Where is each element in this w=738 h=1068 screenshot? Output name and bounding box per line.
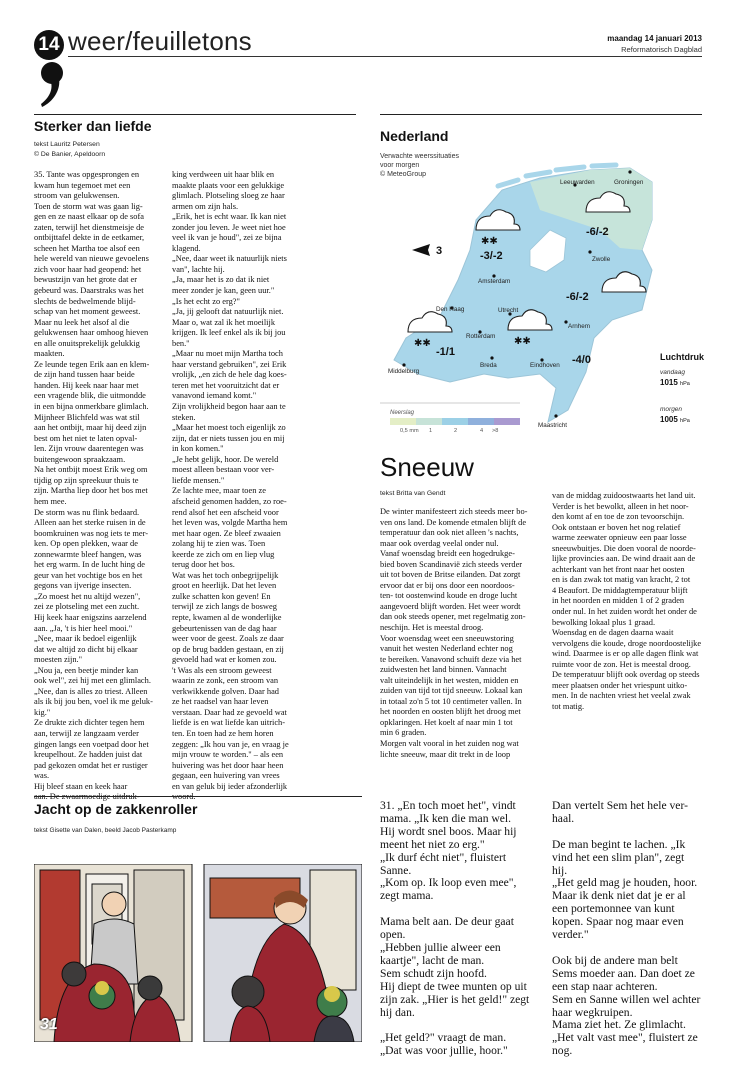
temperature-label: -1/1: [436, 346, 455, 358]
svg-text:✱✱: ✱✱: [481, 236, 498, 247]
legend-swatch: [468, 418, 494, 425]
legend-tick: >8: [492, 428, 499, 434]
city-label: Middelburg: [388, 368, 420, 375]
pressure-tomorrow-label: morgen: [660, 406, 683, 413]
feuilleton1-credit: tekst Lauritz Petersen: [34, 141, 100, 148]
svg-text:✱✱: ✱✱: [514, 336, 531, 347]
bottom-section-rule: [34, 796, 362, 797]
header-rule: [68, 56, 702, 57]
feuilleton2-column-1: 31. „En toch moet het", vindt mama. „Ik ken die man wel. Hij wordt snel boos. Maar hij meent het niet zo erg." „Ik durf écht niet", fluistert Sanne. „Kom op. Ik loop even mee", zegt mama. Mama belt aan. De deur gaat open. „Hebben jullie alweer een kaartje", lacht de man. Sem schudt zijn hoofd. Hij diept de twee munten op uit zijn zak. „Hier is het geld!" zegt hij dan. „Het geld?" vraagt de man. „Dat was voor jullie, hoor.": [380, 799, 530, 1058]
feuilleton2-column-2: Dan vertelt Sem het hele ver- haal. De man begint te lachen. „Ik vind het een slim plan", zegt hij. „Het geld mag je houden, hoor. Maar ik denk niet dat je er al een portemonnee van kunt kopen. Spaar nog maar even verder." Ook bij de andere man belt Sems moeder aan. Dan doet ze een stap naar achteren. Sem en Sanne willen wel achter haar wegkruipen. Mama ziet het. Ze glimlacht. „Het valt vast mee", fluistert ze nog.: [552, 799, 701, 1058]
legend-tick: 1: [429, 428, 433, 434]
pressure-title: Luchtdruk: [660, 352, 704, 362]
feuilleton1-copyright: © De Banier, Apeldoorn: [34, 151, 106, 158]
legend-tick: 2: [454, 428, 458, 434]
page-number-badge: 14: [34, 30, 64, 60]
feuilleton1-top-rule: [34, 114, 356, 115]
pressure-tomorrow-number: 1005: [660, 415, 678, 424]
sneeuw-column-2: van de middag zuidoostwaarts het land uit. Verder is het bewolkt, alleen in het noor- den komt af en toe de zon tevoorschijn. Ook ontstaan er boven het nog relatief warme zeewater opnieuw een paar losse sneeuwbuitjes. Die doen vooral de noorde- lijke provincies aan. De wind draait aan de achterkant van het front naar het oosten en is dan zwak tot matig van kracht, 2 tot 4 Beaufort. De middagtemperatuur blijft in het noorden en midden 1 of 2 graden onder nul. In het zuiden wordt het onder de bewolking lokaal plus 1 graad. Woensdag en de dagen daarna waait vervolgens die koude, droge noordoostelijke wind. Daarmee is er op alle dagen flink wat ruimte voor de zon. Het is meestal droog. De temperatuur blijft ook overdag op steeds meer plaatsen onder het vriespunt uitko- men. In de nachten vriest het veelal zwak tot matig.: [552, 491, 702, 711]
comma-logo: [37, 60, 67, 108]
city-label: Den Haag: [436, 306, 465, 313]
feuilleton1-column-2: king verdween uit haar blik en maakte plaats voor een gelukkige glimlach. Plotseling sloeg ze haar armen om zijn hals. „Erik, het is echt waar. Ik kan niet zonder jou leven. Je weet niet hoe veel ik van je houd", zei ze bijna klagend. „Nee, daar weet ik natuurlijk niets van", lachte hij. „Ja, maar het is zo dat ik niet meer zonder je kan, geen uur." „Is het echt zo erg?" „Ja, jij gelooft dat natuurlijk niet. Maar o, wat zal ik het moeilijk krijgen. Ik leef enkel als ik bij jou ben." „Maar nu moet mijn Martha toch haar verstand gebruiken", zei Erik vrolijk, „en zich de hele dag koes- teren met het vooruitzicht dat er vanavond iemand komt." Zijn vrolijkheid begon haar aan te steken. „Maar het moest toch eigenlijk zo zijn, dat er niets tussen jou en mij in kon komen." „Je hebt gelijk, hoor. De wereld moest alleen bestaan voor ver- liefde mensen." Ze lachte mee, maar toen ze afscheid genomen hadden, zo roe- rend alsof het een afscheid voor het leven was, volgde Martha hem met haar ogen. Ze bleef zwaaien zolang hij te zien was. Toen keerde ze zich om en liep vlug terug door het bos. Wat was het toch onbegrijpelijk groot en heerlijk. Dat het leven zulke schatten kon geven! En terwijl ze zich langs de bosweg repte, kwamen al de wonderlijke gebeurtenissen van de dag haar weer voor de geest. Zoals ze daar op de brug badden gestaan, en zij gevoeld had wat er komen zou. 't Was als een stroom geweest waarin ze zonk, een stroom van verkwikkende golven. Daar had ze het raadsel van haar leven verstaan. Daar had ze gevoeld wat liefde is en wat liefde kan uitrich- ten. En toen had ze hem horen zeggen: „Ik hou van je, en vraag je mijn vrouw te worden." – als een huivering was het door haar heen gegaan, een huivering van vrees en van geluk bij ieder afzonderlijk: [172, 170, 289, 791]
sneeuw-credit: tekst Britta van Gendt: [380, 490, 446, 497]
comic-panel-number: 31: [40, 1016, 58, 1033]
temperature-label: -6/-2: [586, 226, 609, 238]
issue-date: maandag 14 januari 2013: [607, 34, 702, 43]
city-label: Groningen: [614, 179, 644, 186]
city-label: Amsterdam: [478, 278, 511, 285]
feuilleton1-column-1: 35. Tante was opgesprongen en kwam hun tegemoet met een stroom van gelukwensen. Toen de storm wat was gaan lig- gen en ze naast elkaar op de sofa zaten, terwijl het dienstmeisje de ontbijttafel dekte in de eetkamer, scheen het Martha toe alsof een hele wereld van nieuwe gevoelens zich voor haar had geopend: het bewustzijn van het grote dat er gebeurd was. Daarstraks was het slechts de bedwelmende blijd- schap van het moment geweest. Maar nu leek het alsof al die gelukwensen haar omhoog hieven en alle onuitsprekelijk gelukkig maakten. Ze leunde tegen Erik aan en klem- de zijn hand tussen haar beide handen. Hij keek naar haar met een vragende blik, die uitmondde in een bijna onmerkbare glimlach. Mijnheer Blichfeld was wat stil aan het ontbijt, maar hij deed zijn best om het niet te laten opval- len. Zijn vrouw daarentegen was buitengewoon spraakzaam. Na het ontbijt moest Erik weg om tijdig op zijn spreekuur thuis te zijn. Martha liep door het bos met hem mee. De storm was nu flink bedaard. Alleen aan het sterke ruisen in de boomkruinen was nog iets te mer- ken. Op open plekken, waar de zonnewarmte bleef hangen, was het erg warm. In de lucht hing de geur van het vochtige bos en het gegons van ijverige insecten. „Zo moest het nu altijd wezen", zei ze plotseling met een zucht. Hij keek haar enigszins aarzelend aan. „Ja, 't is hier heel mooi." „Nee, maar ik bedoel eigenlijk dat we altijd zo dicht bij elkaar moesten zijn." „Nou ja, een beetje minder kan ook wel", zei hij met een glimlach. „Nee, dan is alles zo triest. Alleen als ik bij jou ben, voel ik me geluk- kig." Ze drukte zich dichter tegen hem aan, terwijl ze langzaam verder gingen langs een voetpad door het kreupelhout. Ze hadden juist dat pad gekozen omdat het er rustiger was. Hij bleef staan en keek haar: [34, 170, 153, 791]
temperature-label: -3/-2: [480, 250, 503, 262]
city-label: Breda: [480, 362, 497, 369]
pressure-today-label: vandaag: [660, 369, 685, 376]
feuilleton1-title: Sterker dan liefde: [34, 118, 152, 134]
city-label: Utrecht: [498, 307, 519, 314]
city-label: Leeuwarden: [560, 179, 595, 186]
temperature-label: -6/-2: [566, 291, 589, 303]
weather-title: Nederland: [380, 128, 449, 144]
legend-swatch: [390, 418, 416, 425]
legend-swatch: [416, 418, 442, 425]
city-label: Zwolle: [592, 256, 611, 263]
svg-text:✱✱: ✱✱: [414, 338, 431, 349]
wind-force-label: 3: [436, 245, 443, 257]
section-title: weer/feuilletons: [68, 26, 252, 56]
sneeuw-column-1: De winter manifesteert zich steeds meer bo- ven ons land. De komende etmalen blijft de temperatuur dan ook niet alleen 's nachts, maar ook overdag veelal onder nul. Vanaf woensdag breidt een hogedrukge- bied boven Scandinavië zich steeds verder uit tot boven de Britse eilanden. Dat zorgt ervoor dat er bij ons door een noordoos- ten- tot oostenwind koude en droge lucht aangevoerd blijft worden. Het weer wordt dan ook steeds opener, met regelmatig zon- neschijn. Het is meestal droog. Voor woensdag weet een sneeuwstoring vanuit het westen Nederland echter nog te bereiken. Vanavond schuift deze via het zuidwesten het land binnen. Vannacht valt uiteindelijk in het westen, midden en zuiden van tijd tot tijd sneeuw. Lokaal kan in totaal zo'n 5 tot 10 centimeter vallen. In het noorden en oosten blijft het droog met opklaringen. Het koelt af naar min 1 tot min 6 graden. Morgen valt vooral in het zuiden nog wat lichte sneeuw, maar dit trekt in de loop: [380, 507, 528, 759]
legend-tick: 4: [480, 428, 484, 434]
weather-subtitle: Verwachte weerssituaties voor morgen © MeteoGroup: [380, 153, 459, 178]
feuilleton2-credit: tekst Gisette van Dalen, beeld Jacob Pasterkamp: [34, 827, 177, 834]
feuilleton2-title: Jacht op de zakkenroller: [34, 801, 198, 817]
paper-name: Reformatorisch Dagblad: [621, 45, 702, 54]
weather-top-rule: [380, 114, 702, 115]
legend-tick: 0,5 mm: [400, 428, 419, 434]
pressure-today-value: [660, 378, 690, 387]
temperature-label: -4/0: [572, 354, 591, 366]
legend-swatch: [442, 418, 468, 425]
pressure-tomorrow-value: [660, 415, 690, 424]
city-label: Rotterdam: [466, 333, 496, 340]
comic-illustration: [34, 864, 362, 1042]
pressure-unit: hPa: [680, 418, 690, 424]
city-label: Arnhem: [568, 323, 591, 330]
sneeuw-title: Sneeuw: [380, 452, 474, 482]
pressure-today-number: 1015: [660, 378, 678, 387]
precipitation-legend-bar: [390, 418, 520, 425]
precipitation-legend-label: Neerslag: [390, 410, 415, 416]
wind-arrow-icon: [412, 244, 430, 256]
pressure-unit: hPa: [680, 381, 690, 387]
legend-swatch: [494, 418, 520, 425]
city-label: Eindhoven: [530, 362, 560, 369]
weather-map: [380, 160, 660, 432]
city-label: Maastricht: [538, 422, 568, 429]
